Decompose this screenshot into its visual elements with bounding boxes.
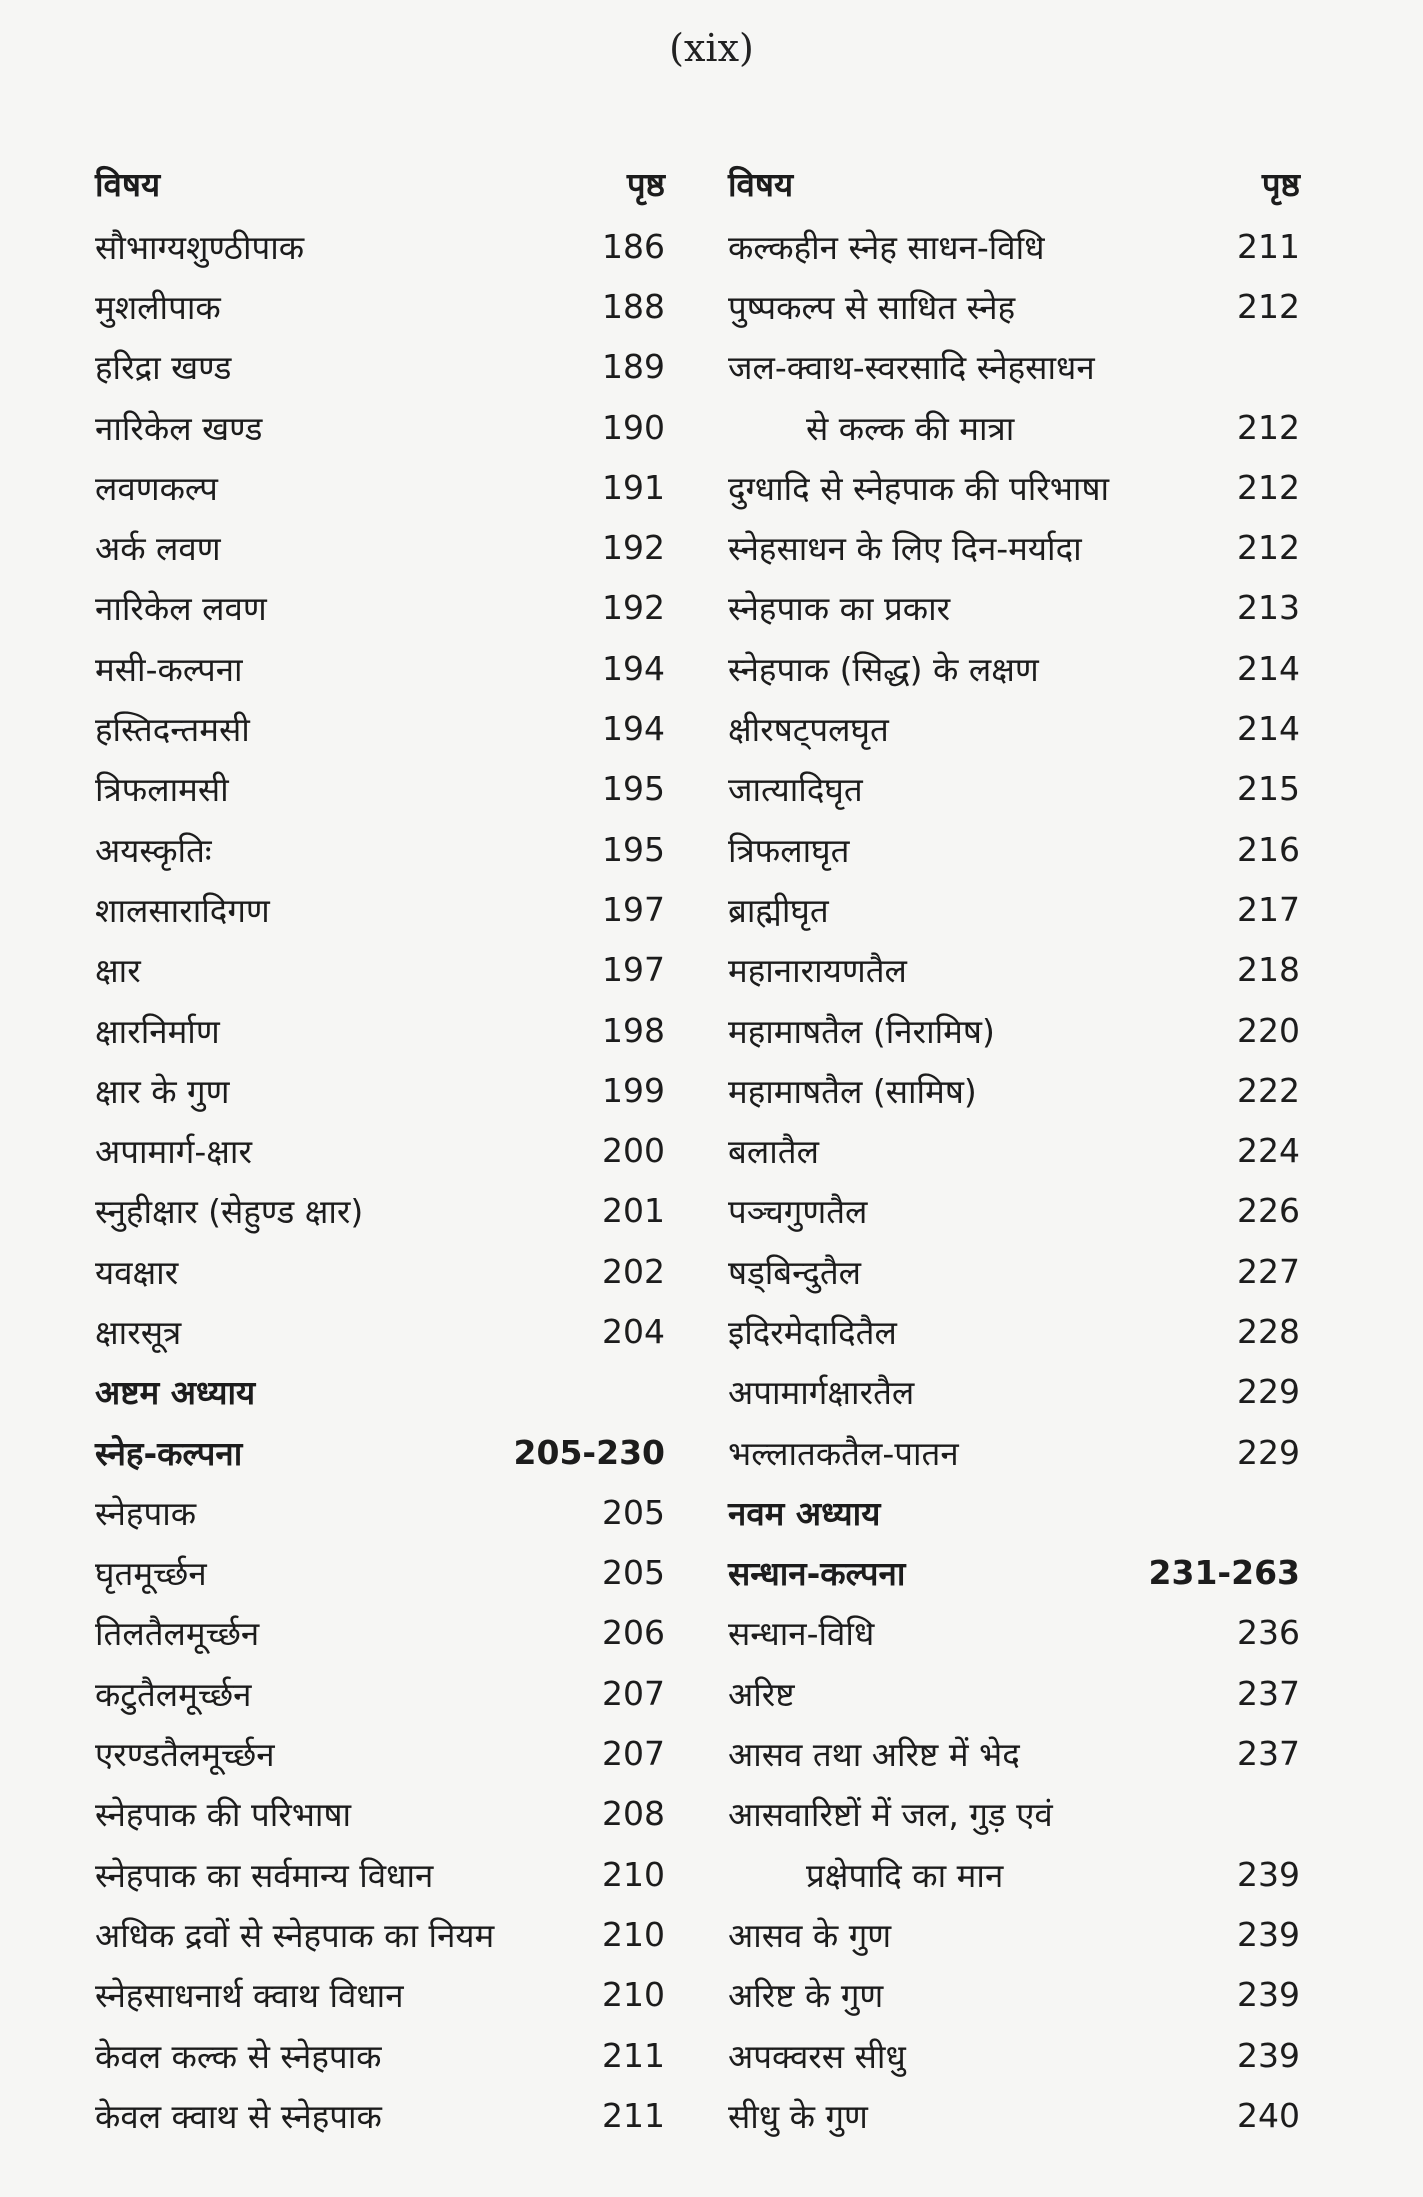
- toc-entry: [95, 1422, 665, 1482]
- toc-entry-page: 211: [602, 2035, 665, 2075]
- toc-entry-title: जल-क्वाथ-स्वरसादि स्नेहसाधन: [728, 348, 1095, 388]
- toc-entry-title: अयस्कृतिः: [95, 830, 212, 870]
- toc-entry: [95, 1663, 665, 1723]
- toc-entry: [728, 457, 1300, 517]
- toc-entry-title: स्नेहपाक का प्रकार: [728, 589, 951, 629]
- toc-entry: [95, 940, 665, 1000]
- toc-entry-title: हरिद्रा खण्ड: [95, 348, 232, 388]
- toc-entry-title: अधिक द्रवों से स्नेहपाक का नियम: [95, 1915, 495, 1955]
- toc-entry-title: अर्क लवण: [95, 529, 221, 569]
- toc-entry-title: अष्टम अध्याय: [95, 1373, 256, 1413]
- toc-entry: [95, 216, 665, 276]
- toc-entry-title: जात्यादिघृत: [728, 770, 863, 810]
- toc-entry: [728, 1965, 1300, 2025]
- toc-entry: [95, 1543, 665, 1603]
- toc-entry-page: 188: [602, 286, 665, 326]
- toc-entry-page: 222: [1237, 1070, 1300, 1110]
- toc-entry-page: 239: [1237, 1854, 1300, 1894]
- toc-entry: [728, 1120, 1300, 1180]
- toc-entry-page: 197: [602, 950, 665, 990]
- toc-entry-title: सन्धान-कल्पना: [728, 1554, 906, 1594]
- toc-column-left: [95, 150, 665, 2146]
- toc-entry-page: 190: [602, 407, 665, 447]
- toc-entry-page: 214: [1237, 648, 1300, 688]
- toc-entry-title: शालसारादिगण: [95, 890, 270, 930]
- toc-entry: [728, 1784, 1300, 1844]
- toc-entry-page: 239: [1237, 1975, 1300, 2015]
- toc-entry-page: 201: [602, 1191, 665, 1231]
- toc-entry: [95, 1965, 665, 2025]
- toc-entry-title: क्षार: [95, 951, 141, 991]
- toc-entry-title: षड्बिन्दुतैल: [728, 1252, 862, 1292]
- toc-entry-page: 194: [602, 709, 665, 749]
- toc-entry: [95, 2025, 665, 2085]
- toc-entry-page: 195: [602, 769, 665, 809]
- header-subject: विषय: [728, 164, 794, 204]
- toc-entry-title: अपक्वरस सीधु: [728, 2036, 906, 2076]
- toc-entry-page: 217: [1237, 889, 1300, 929]
- toc-entry-page: 212: [1237, 467, 1300, 507]
- toc-entry: [728, 1362, 1300, 1422]
- toc-entry-page: 231-263: [1148, 1553, 1300, 1593]
- toc-entry-title: त्रिफलामसी: [95, 770, 229, 810]
- toc-entry-page: 220: [1237, 1010, 1300, 1050]
- toc-entry-title: हस्तिदन्तमसी: [95, 710, 250, 750]
- toc-entry-title: केवल क्वाथ से स्नेहपाक: [95, 2096, 382, 2136]
- toc-entry: [95, 1482, 665, 1542]
- toc-entry: [95, 1904, 665, 1964]
- toc-entry-title: आसव के गुण: [728, 1915, 892, 1955]
- toc-entry: [728, 1543, 1300, 1603]
- toc-entry-title: स्नेहपाक का सर्वमान्य विधान: [95, 1855, 434, 1895]
- toc-entry-title: सौभाग्यशुण्ठीपाक: [95, 227, 305, 267]
- toc-entry: [95, 276, 665, 336]
- toc-entry-title: भल्लातकतैल-पातन: [728, 1433, 959, 1473]
- toc-entry-title: क्षारसूत्र: [95, 1312, 182, 1352]
- toc-entry: [728, 1603, 1300, 1663]
- toc-entry: [728, 1000, 1300, 1060]
- toc-entry-page: 192: [602, 528, 665, 568]
- toc-entry-title: स्नेह-कल्पना: [95, 1433, 243, 1473]
- toc-entry-page: 202: [602, 1251, 665, 1291]
- toc-entry: [728, 578, 1300, 638]
- toc-entry-title: महानारायणतैल: [728, 951, 907, 991]
- header-page: पृष्ठ: [1261, 164, 1300, 204]
- toc-entry: [728, 1181, 1300, 1241]
- toc-entry-page: 205-230: [513, 1432, 665, 1472]
- toc-entry: [95, 1723, 665, 1783]
- toc-entry-title: दुग्धादि से स्नेहपाक की परिभाषा: [728, 468, 1110, 508]
- toc-entry-page: 237: [1237, 1673, 1300, 1713]
- toc-entry-title: एरण्डतैलमूर्च्छन: [95, 1735, 275, 1775]
- toc-entry-title: पञ्चगुणतैल: [728, 1192, 868, 1232]
- column-header: [95, 150, 665, 216]
- toc-entry-title: सन्धान-विधि: [728, 1614, 875, 1654]
- toc-entry-title: क्षीरषट्पलघृत: [728, 710, 889, 750]
- toc-entry-page: 186: [602, 226, 665, 266]
- toc-entry: [728, 216, 1300, 276]
- toc-entry: [728, 1482, 1300, 1542]
- toc-entry: [95, 1301, 665, 1361]
- toc-entry-title: लवणकल्प: [95, 468, 218, 508]
- toc-entry: [95, 879, 665, 939]
- page-number: (xix): [669, 26, 754, 70]
- toc-entry-title: स्नेहसाधनार्थ क्वाथ विधान: [95, 1976, 404, 2016]
- toc-entry-title: नारिकेल लवण: [95, 589, 267, 629]
- toc-entry-title: अपामार्ग-क्षार: [95, 1132, 252, 1172]
- toc-entry-page: 213: [1237, 588, 1300, 628]
- toc-entry-title: नवम अध्याय: [728, 1493, 881, 1533]
- toc-entry-title: पुष्पकल्प से साधित स्नेह: [728, 287, 1016, 327]
- toc-entry: [95, 1060, 665, 1120]
- toc-entry-page: 212: [1237, 286, 1300, 326]
- toc-entry-title: अरिष्ट: [728, 1674, 795, 1714]
- toc-entry-title: ब्राह्मीघृत: [728, 890, 829, 930]
- toc-entry-page: 200: [602, 1131, 665, 1171]
- toc-entry-page: 195: [602, 829, 665, 869]
- toc-entry-title: तिलतैलमूर्च्छन: [95, 1614, 260, 1654]
- toc-entry: [728, 1301, 1300, 1361]
- toc-entry-title: स्नेहपाक: [95, 1493, 197, 1533]
- toc-entry-page: 189: [602, 347, 665, 387]
- toc-entry-page: 229: [1237, 1432, 1300, 1472]
- toc-entry: [95, 578, 665, 638]
- toc-entry-title: कल्कहीन स्नेह साधन-विधि: [728, 227, 1045, 267]
- toc-entry-page: 212: [1237, 407, 1300, 447]
- toc-entry-page: 210: [602, 1854, 665, 1894]
- toc-entry-page: 206: [602, 1613, 665, 1653]
- toc-entry: [728, 1060, 1300, 1120]
- toc-entry-title: इदिरमेदादितैल: [728, 1312, 897, 1352]
- toc-entry-page: 240: [1237, 2095, 1300, 2135]
- toc-entry-title: सीधु के गुण: [728, 2096, 868, 2136]
- toc-entry-title: महामाषतैल (निरामिष): [728, 1011, 995, 1051]
- toc-entry: [728, 2085, 1300, 2145]
- toc-entry-title: स्नेहसाधन के लिए दिन-मर्यादा: [728, 529, 1082, 569]
- toc-entry: [95, 1844, 665, 1904]
- toc-entry-title: स्नेहपाक (सिद्ध) के लक्षण: [728, 649, 1039, 689]
- toc-entry: [95, 1000, 665, 1060]
- header-subject: विषय: [95, 164, 161, 204]
- toc-entry: [728, 2025, 1300, 2085]
- toc-entry: [728, 1904, 1300, 1964]
- toc-entry-page: 212: [1237, 528, 1300, 568]
- toc-entry-page: 239: [1237, 1914, 1300, 1954]
- toc-entry: [728, 517, 1300, 577]
- toc-entry-title: त्रिफलाघृत: [728, 830, 850, 870]
- toc-entry-page: 216: [1237, 829, 1300, 869]
- toc-entry-page: 199: [602, 1070, 665, 1110]
- toc-entry-page: 207: [602, 1673, 665, 1713]
- toc-entry-title: स्नुहीक्षार (सेहुण्ड क्षार): [95, 1192, 364, 1232]
- toc-entry: [728, 276, 1300, 336]
- toc-entry-title: अपामार्गक्षारतैल: [728, 1373, 915, 1413]
- column-header: [728, 150, 1300, 216]
- toc-entry: [728, 1723, 1300, 1783]
- toc-entry: [95, 1603, 665, 1663]
- toc-entry-page: 192: [602, 588, 665, 628]
- toc-entry-title: आसव तथा अरिष्ट में भेद: [728, 1735, 1020, 1775]
- toc-entry: [95, 1362, 665, 1422]
- toc-entry-page: 211: [1237, 226, 1300, 266]
- toc-entry: [95, 1241, 665, 1301]
- toc-entry-page: 239: [1237, 2035, 1300, 2075]
- toc-entry-title: घृतमूर्च्छन: [95, 1554, 207, 1594]
- toc-entry-page: 208: [602, 1794, 665, 1834]
- toc-entry-page: 218: [1237, 950, 1300, 990]
- toc-entry: [728, 819, 1300, 879]
- toc-entry-page: 210: [602, 1914, 665, 1954]
- toc-entry-title: बलातैल: [728, 1132, 819, 1172]
- toc-column-right: [728, 150, 1300, 2146]
- toc-entry: [95, 1784, 665, 1844]
- toc-entry-page: 224: [1237, 1131, 1300, 1171]
- header-page: पृष्ठ: [626, 164, 665, 204]
- toc-entry: [728, 1422, 1300, 1482]
- toc-entry: [95, 759, 665, 819]
- toc-entry: [95, 2085, 665, 2145]
- toc-entry-page: 191: [602, 467, 665, 507]
- toc-entry-title: महामाषतैल (सामिष): [728, 1071, 977, 1111]
- toc-entry-title: से कल्क की मात्रा: [806, 408, 1015, 448]
- toc-entry-title: यवक्षार: [95, 1252, 179, 1292]
- toc-entry-page: 198: [602, 1010, 665, 1050]
- toc-entry-title: नारिकेल खण्ड: [95, 408, 263, 448]
- toc-entry-page: 236: [1237, 1613, 1300, 1653]
- toc-entry: [95, 517, 665, 577]
- toc-entry: [728, 940, 1300, 1000]
- toc-entry-title: केवल कल्क से स्नेहपाक: [95, 2036, 382, 2076]
- toc-entry-page: 210: [602, 1975, 665, 2015]
- toc-entry: [728, 1663, 1300, 1723]
- toc-entry-title: क्षारनिर्माण: [95, 1011, 220, 1051]
- toc-entry-page: 197: [602, 889, 665, 929]
- toc-entry: [95, 457, 665, 517]
- toc-entry-title: मुशलीपाक: [95, 287, 221, 327]
- toc-entry-title: मसी-कल्पना: [95, 649, 243, 689]
- toc-entry-title: अरिष्ट के गुण: [728, 1976, 884, 2016]
- toc-entry-page: 211: [602, 2095, 665, 2135]
- toc-entry: [95, 819, 665, 879]
- toc-entry-title: प्रक्षेपादि का मान: [806, 1855, 1004, 1895]
- toc-entry-title: स्नेहपाक की परिभाषा: [95, 1795, 352, 1835]
- toc-entry-page: 229: [1237, 1372, 1300, 1412]
- toc-entry-page: 228: [1237, 1311, 1300, 1351]
- toc-entry-page: 205: [602, 1492, 665, 1532]
- toc-entry-page: 194: [602, 648, 665, 688]
- toc-entry: [728, 337, 1300, 397]
- toc-entry: [728, 397, 1300, 457]
- toc-entry: [95, 1181, 665, 1241]
- toc-entry-page: 215: [1237, 769, 1300, 809]
- toc-entry-page: 227: [1237, 1251, 1300, 1291]
- toc-entry: [728, 1844, 1300, 1904]
- toc-entry: [95, 698, 665, 758]
- toc-entry: [95, 397, 665, 457]
- toc-entry: [728, 698, 1300, 758]
- toc-entry: [95, 337, 665, 397]
- toc-entry: [728, 759, 1300, 819]
- toc-entry: [95, 638, 665, 698]
- toc-entry-page: 214: [1237, 709, 1300, 749]
- toc-entry: [728, 1241, 1300, 1301]
- toc-entry-title: आसवारिष्टों में जल, गुड़ एवं: [728, 1795, 1053, 1835]
- toc-entry-title: क्षार के गुण: [95, 1071, 230, 1111]
- toc-entry: [728, 638, 1300, 698]
- toc-entry-page: 207: [602, 1734, 665, 1774]
- toc-entry: [728, 879, 1300, 939]
- toc-entry-page: 226: [1237, 1191, 1300, 1231]
- toc-entry-page: 205: [602, 1553, 665, 1593]
- toc-entry-page: 237: [1237, 1734, 1300, 1774]
- toc-entry: [95, 1120, 665, 1180]
- toc-entry-page: 204: [602, 1311, 665, 1351]
- toc-entry-title: कटुतैलमूर्च्छन: [95, 1674, 252, 1714]
